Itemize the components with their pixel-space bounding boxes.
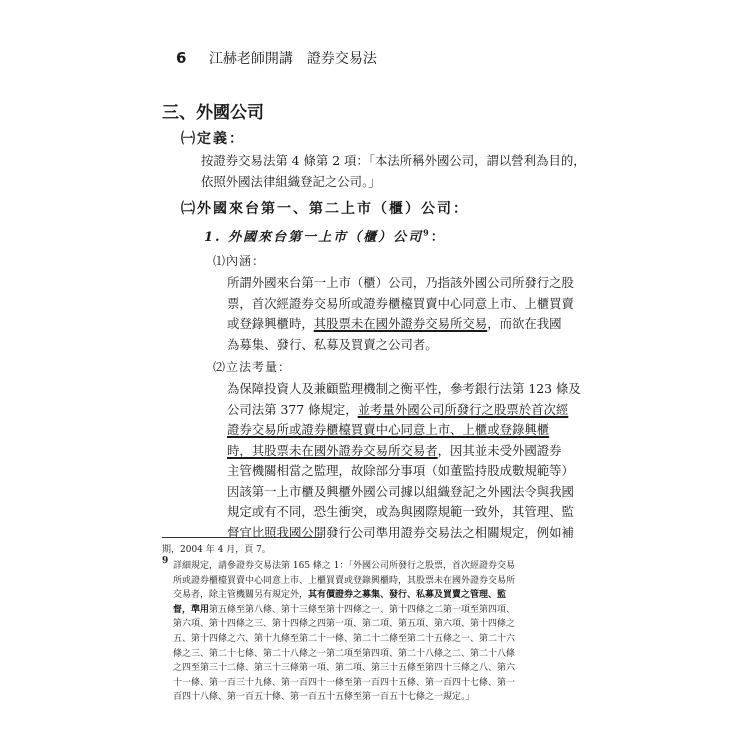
line-text: ，而欲在我國 <box>487 316 562 331</box>
line-text: 或登錄興櫃時， <box>227 316 314 331</box>
definition-heading: ㈠定義： <box>181 131 245 147</box>
paragraph-line <box>227 314 574 335</box>
page-number: 6 <box>176 49 187 67</box>
first-listed-heading: 1. 外國來台第一上市（櫃）公司$^9$： <box>204 227 446 245</box>
foreign-listed-heading: ㈡外國來台第一、第二上市（櫃）公司： <box>181 201 469 217</box>
line-text: 所或證券櫃檯買賣中心同意上市、上櫃買賣或登錄興櫃時，其股票未在國外證券交易所 <box>173 575 516 586</box>
paragraph-line <box>227 294 574 315</box>
page-header <box>176 48 377 68</box>
first-listed-heading-text: 1. 外國來台第一上市（櫃）公司 <box>204 230 424 245</box>
section-title: 三、外國公司 <box>162 103 264 123</box>
line-text: 第六項、第十四條之三、第十四條之四第一項、第二項、第五項、第六項、第十四條之 <box>173 619 516 630</box>
legislative-heading: ⑵立法考量： <box>213 360 292 374</box>
paragraph-line <box>173 574 515 589</box>
paragraph-line <box>227 502 581 523</box>
line-text: 所謂外國來台第一上市（櫃）公司，乃指該外國公司所發行之股 <box>227 275 574 290</box>
paragraph-line <box>227 273 574 294</box>
running-title: 江赫老師開講 證券交易法 <box>208 51 377 67</box>
paragraph-line <box>227 461 581 482</box>
footnote-9-number: 9 <box>162 556 169 566</box>
paragraph-line: 依照外國法律組織登記之公司。」 <box>201 173 381 189</box>
paragraph-line <box>227 441 581 462</box>
emphasized-text: 時，其股票未在國外證券交易所交易者 <box>227 442 438 458</box>
paragraph-line <box>173 603 515 618</box>
paragraph-line <box>227 523 581 544</box>
line-text: 詳細規定，請參證券交易法第 165 條之 1：「外國公司所發行之股票，首次經證券交易 <box>173 561 515 571</box>
line-text: 條之三、第二十七條、第二十八條之一第二項至第四項、第二十八條之二、第二十八條 <box>173 648 516 659</box>
line-text: 票，首次經證券交易所或證券櫃檯買賣中心同意上市、上櫃買賣 <box>227 295 574 311</box>
connotation-paragraph <box>227 273 574 355</box>
footnote-ref-9: 9 <box>423 227 431 238</box>
paragraph-line <box>227 335 574 356</box>
line-text: 規定或有不同，恐生衝突，或為與國際規範一致外，其管理、監 <box>227 504 574 519</box>
paragraph-line <box>173 617 515 632</box>
line-text: ，因其並未受外國證券 <box>437 442 562 458</box>
paragraph-line <box>227 482 581 503</box>
paragraph-line <box>173 690 515 705</box>
paragraph-line <box>227 379 581 400</box>
paragraph-line <box>173 632 515 647</box>
paragraph-line <box>173 661 515 676</box>
footnote-9 <box>173 559 515 705</box>
paragraph-line: 按證券交易法第 4 條第 2 項：「本法所稱外國公司，謂以營利為目的， <box>201 153 586 168</box>
paragraph-line <box>173 647 515 662</box>
footnote-continued: 期，2004 年 4 月，頁 7。 <box>162 545 271 555</box>
emphasized-text: 其有價證券之募集、發行、私募及買賣之管理、監 <box>308 590 507 601</box>
line-text: 十一條、第一百三十九條、第一百四十一條至第一百四十五條、第一百四十七條、第一 <box>173 677 516 688</box>
line-text: 主管機關相當之監理，故除部分事項（如董監持股成數規範等） <box>227 463 574 478</box>
emphasized-text: 督，準用 <box>173 604 210 615</box>
line-text: 為募集、發行、私募及買賣之公司者。 <box>227 336 438 352</box>
paragraph-line <box>173 559 515 574</box>
line-text: 第五條至第八條、第十三條至第十四條之一、第十四條之二第一項至第四項、 <box>209 604 516 615</box>
definition-paragraph <box>201 151 586 192</box>
emphasized-text: 並考量外國公司所發行之股票於首次經 <box>357 401 569 417</box>
footnote-divider <box>162 537 322 538</box>
line-text: 交易者，除主管機關另有規定外， <box>173 590 309 601</box>
paragraph-line <box>173 588 515 603</box>
line-text: 百四十八條、第一百五十條、第一百五十五條至第一百五十七條之一規定。」 <box>173 692 475 703</box>
line-text: 五、第十四條之六、第十九條至第二十一條、第二十二條至第二十五條之一、第二十六 <box>173 633 516 644</box>
paragraph-line <box>227 420 581 441</box>
line-text: 之四至第三十二條、第三十三條第一項、第二項、第三十五條至第四十三條之八、第六 <box>173 663 516 674</box>
legislative-paragraph <box>227 379 581 543</box>
emphasized-text: 證券交易所或證券櫃檯買賣中心同意上市、上櫃或登錄興櫃 <box>227 422 550 437</box>
line-text: 因該第一上市櫃及興櫃外國公司據以組織登記之外國法令與我國 <box>227 483 574 499</box>
line-text: 公司法第 377 條規定， <box>227 401 358 417</box>
line-text: 督宜比照我國公開發行公司準用證券交易法之相關規定，例如補 <box>227 524 574 540</box>
paragraph-line <box>173 676 515 691</box>
connotation-heading: ⑴內涵： <box>213 254 266 268</box>
emphasized-text: 其股票未在國外證券交易所交易 <box>313 316 488 331</box>
paragraph-line <box>227 400 581 421</box>
line-text: 為保障投資人及兼顧監理機制之衡平性，參考銀行法第 123 條及 <box>227 381 581 396</box>
